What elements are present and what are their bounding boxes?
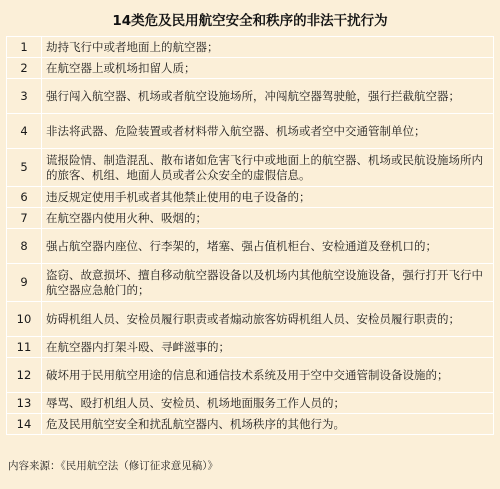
row-text: 在航空器上或机场扣留人质； [42, 58, 494, 79]
row-number: 7 [7, 208, 42, 229]
row-text: 在航空器内打架斗殴、寻衅滋事的； [42, 337, 494, 358]
table-row [7, 264, 494, 302]
row-number: 1 [7, 37, 42, 58]
table-row [7, 37, 494, 58]
row-text: 在航空器内使用火种、吸烟的； [42, 208, 494, 229]
table-row [7, 149, 494, 187]
table-row [7, 358, 494, 393]
row-text: 盗窃、故意损坏、擅自移动航空器设备以及机场内其他航空设施设备，强行打开飞行中航空器应急舱门的； [42, 264, 494, 302]
row-number: 5 [7, 149, 42, 187]
row-number: 12 [7, 358, 42, 393]
row-number: 13 [7, 393, 42, 414]
behavior-table [6, 36, 494, 435]
row-number: 3 [7, 79, 42, 114]
table-row [7, 208, 494, 229]
row-number: 9 [7, 264, 42, 302]
row-number: 14 [7, 414, 42, 435]
row-text: 破坏用于民用航空用途的信息和通信技术系统及用于空中交通管制设备设施的； [42, 358, 494, 393]
source-note: 内容来源：《民用航空法（修订征求意见稿）》 [8, 460, 218, 472]
row-text: 辱骂、殴打机组人员、安检员、机场地面服务工作人员的； [42, 393, 494, 414]
row-text: 妨碍机组人员、安检员履行职责或者煽动旅客妨碍机组人员、安检员履行职责的； [42, 302, 494, 337]
table-row [7, 114, 494, 149]
row-text: 非法将武器、危险装置或者材料带入航空器、机场或者空中交通管制单位； [42, 114, 494, 149]
row-number: 8 [7, 229, 42, 264]
row-text: 劫持飞行中或者地面上的航空器； [42, 37, 494, 58]
table-row [7, 79, 494, 114]
row-number: 4 [7, 114, 42, 149]
row-number: 11 [7, 337, 42, 358]
page-title: 14类危及民用航空安全和秩序的非法干扰行为 [112, 13, 388, 29]
row-number: 10 [7, 302, 42, 337]
table-row [7, 229, 494, 264]
row-number: 6 [7, 187, 42, 208]
table-row [7, 414, 494, 435]
row-text: 危及民用航空安全和扰乱航空器内、机场秩序的其他行为。 [42, 414, 494, 435]
row-text: 强占航空器内座位、行李架的，堵塞、强占值机柜台、安检通道及登机口的； [42, 229, 494, 264]
table-row [7, 393, 494, 414]
table-row [7, 58, 494, 79]
table-row [7, 187, 494, 208]
table-row [7, 337, 494, 358]
row-number: 2 [7, 58, 42, 79]
row-text: 强行闯入航空器、机场或者航空设施场所，冲闯航空器驾驶舱，强行拦截航空器； [42, 79, 494, 114]
row-text: 谎报险情、制造混乱、散布诸如危害飞行中或地面上的航空器、机场或民航设施场所内的旅客、机组、地面人员或者公众安全的虚假信息。 [42, 149, 494, 187]
row-text: 违反规定使用手机或者其他禁止使用的电子设备的； [42, 187, 494, 208]
table-row [7, 302, 494, 337]
